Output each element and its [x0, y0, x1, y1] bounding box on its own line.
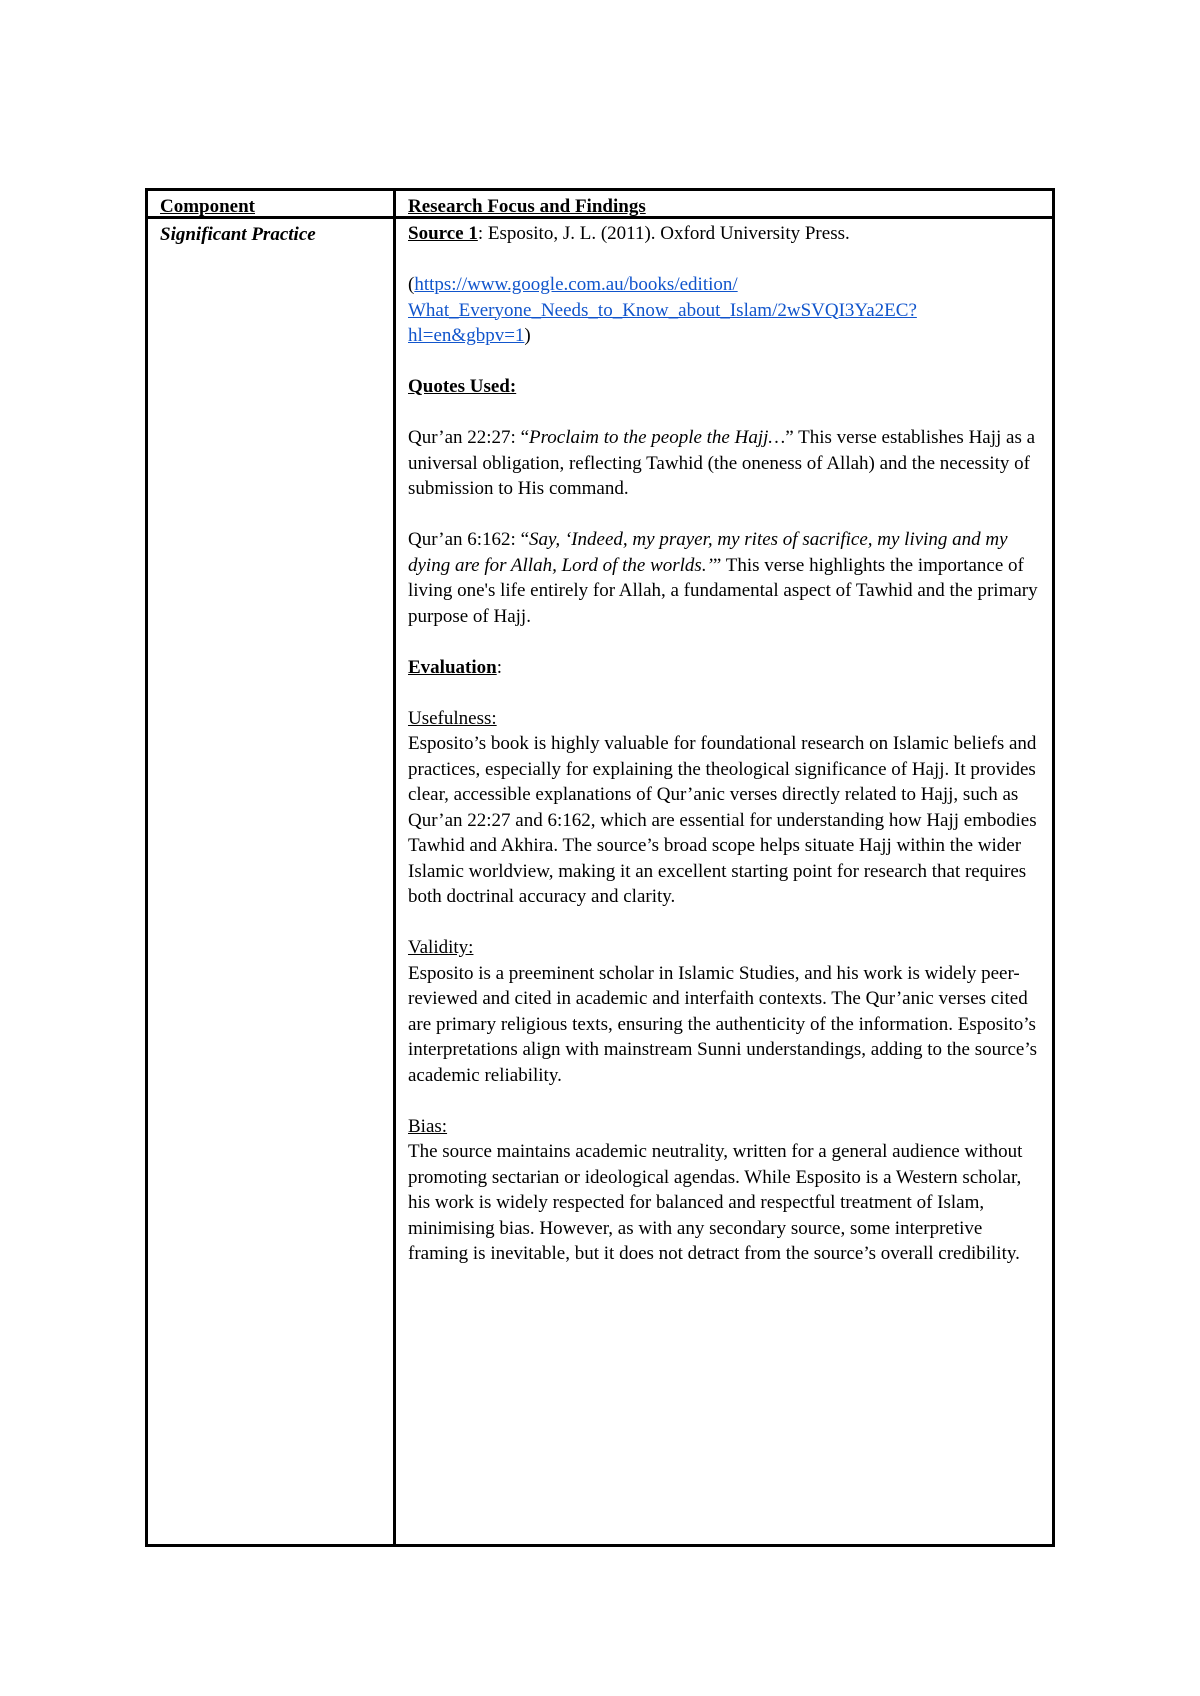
source-link-line-3[interactable]: hl=en&gbpv=1 — [408, 325, 525, 346]
quote-2 — [408, 527, 1042, 629]
source-citation-text: : Esposito, J. L. (2011). Oxford University Press. — [477, 223, 850, 244]
validity-text: Esposito is a preeminent scholar in Islamic Studies, and his work is widely peer-reviewed and cited in academic and interfaith contexts. The Qur’anic verses cited are primary religious texts, ensuring the authenticity of the information. Esposito’s interpretations align with mainstream Sunni understandings, adding to the source’s academic reliability. — [408, 962, 1037, 1086]
source-label: Source 1 — [408, 223, 478, 244]
validity-title: Validity: — [408, 937, 474, 958]
findings-cell — [396, 219, 1052, 1544]
evaluation-heading: Evaluation — [408, 656, 497, 678]
row-label-significant-practice: Significant Practice — [160, 224, 316, 245]
quote-1-ref: Qur’an 22:27: “ — [408, 427, 530, 448]
quote-2-text: Say, ‘Indeed, my prayer, my rites of sacrifice, my living and my dying are for Allah, Lord of the worlds.’ — [408, 529, 1008, 576]
quote-1-close: ” — [785, 427, 794, 448]
evaluation-heading-para — [408, 655, 1042, 681]
research-table — [145, 188, 1055, 1547]
header-cell-component — [148, 191, 396, 219]
header-research-focus: Research Focus and Findings — [408, 196, 646, 217]
source-link-line-1[interactable]: https://www.google.com.au/books/edition/ — [414, 274, 738, 295]
header-component: Component — [160, 196, 256, 217]
usefulness-text: Esposito’s book is highly valuable for foundational research on Islamic beliefs and practices, especially for explaining the theological significance of Hajj. It provides clear, accessible explanations of Qur’anic verses directly related to Hajj, such as Qur’an 22:27 and 6:162, which are essential for understanding how Hajj embodies Tawhid and Akhira. The source’s broad scope helps situate Hajj within the wider Islamic worldview, making it an excellent starting point for research that requires both doctrinal accuracy and clarity. — [408, 733, 1037, 907]
validity-title-para — [408, 935, 1042, 961]
quote-2-ref: Qur’an 6:162: “ — [408, 529, 530, 550]
link-close-paren: ) — [524, 325, 531, 346]
usefulness-title-para — [408, 706, 1042, 732]
source-link-line-2[interactable]: What_Everyone_Needs_to_Know_about_Islam/2wSVQI3Ya2EC? — [408, 299, 917, 321]
quote-2-close: ” — [712, 554, 722, 576]
quote-1-text: Proclaim to the people the Hajj… — [529, 427, 786, 448]
row-label-cell — [148, 219, 396, 1544]
usefulness-title: Usefulness: — [408, 707, 497, 729]
source-link-block — [408, 272, 1042, 349]
header-cell-findings — [396, 191, 1052, 219]
bias-title-para — [408, 1114, 1042, 1140]
quote-1 — [408, 425, 1042, 502]
quotes-heading-para — [408, 374, 1042, 400]
bias-title: Bias: — [408, 1115, 448, 1137]
quotes-heading: Quotes Used: — [408, 376, 517, 397]
bias-text: The source maintains academic neutrality, written for a general audience without promoting sectarian or ideological agendas. While Esposito is a Western scholar, his work is widely respected for balanced and respectful treatment of Islam, minimising bias. However, as with any secondary source, some interpretive framing is inevitable, but it does not detract from the source’s overall credibility. — [408, 1141, 1023, 1264]
quote-2-comment: This verse highlights the importance of living one's life entirely for Allah, a fundamental aspect of Tawhid and the primary purpose of Hajj. — [408, 554, 1038, 627]
quote-1-comment: This verse establishes Hajj as a universal obligation, reflecting Tawhid (the oneness of Allah) and the necessity of submission to His command. — [408, 427, 1036, 499]
source-citation — [408, 221, 1042, 247]
link-open-paren: ( — [408, 274, 415, 295]
evaluation-colon: : — [496, 656, 502, 678]
